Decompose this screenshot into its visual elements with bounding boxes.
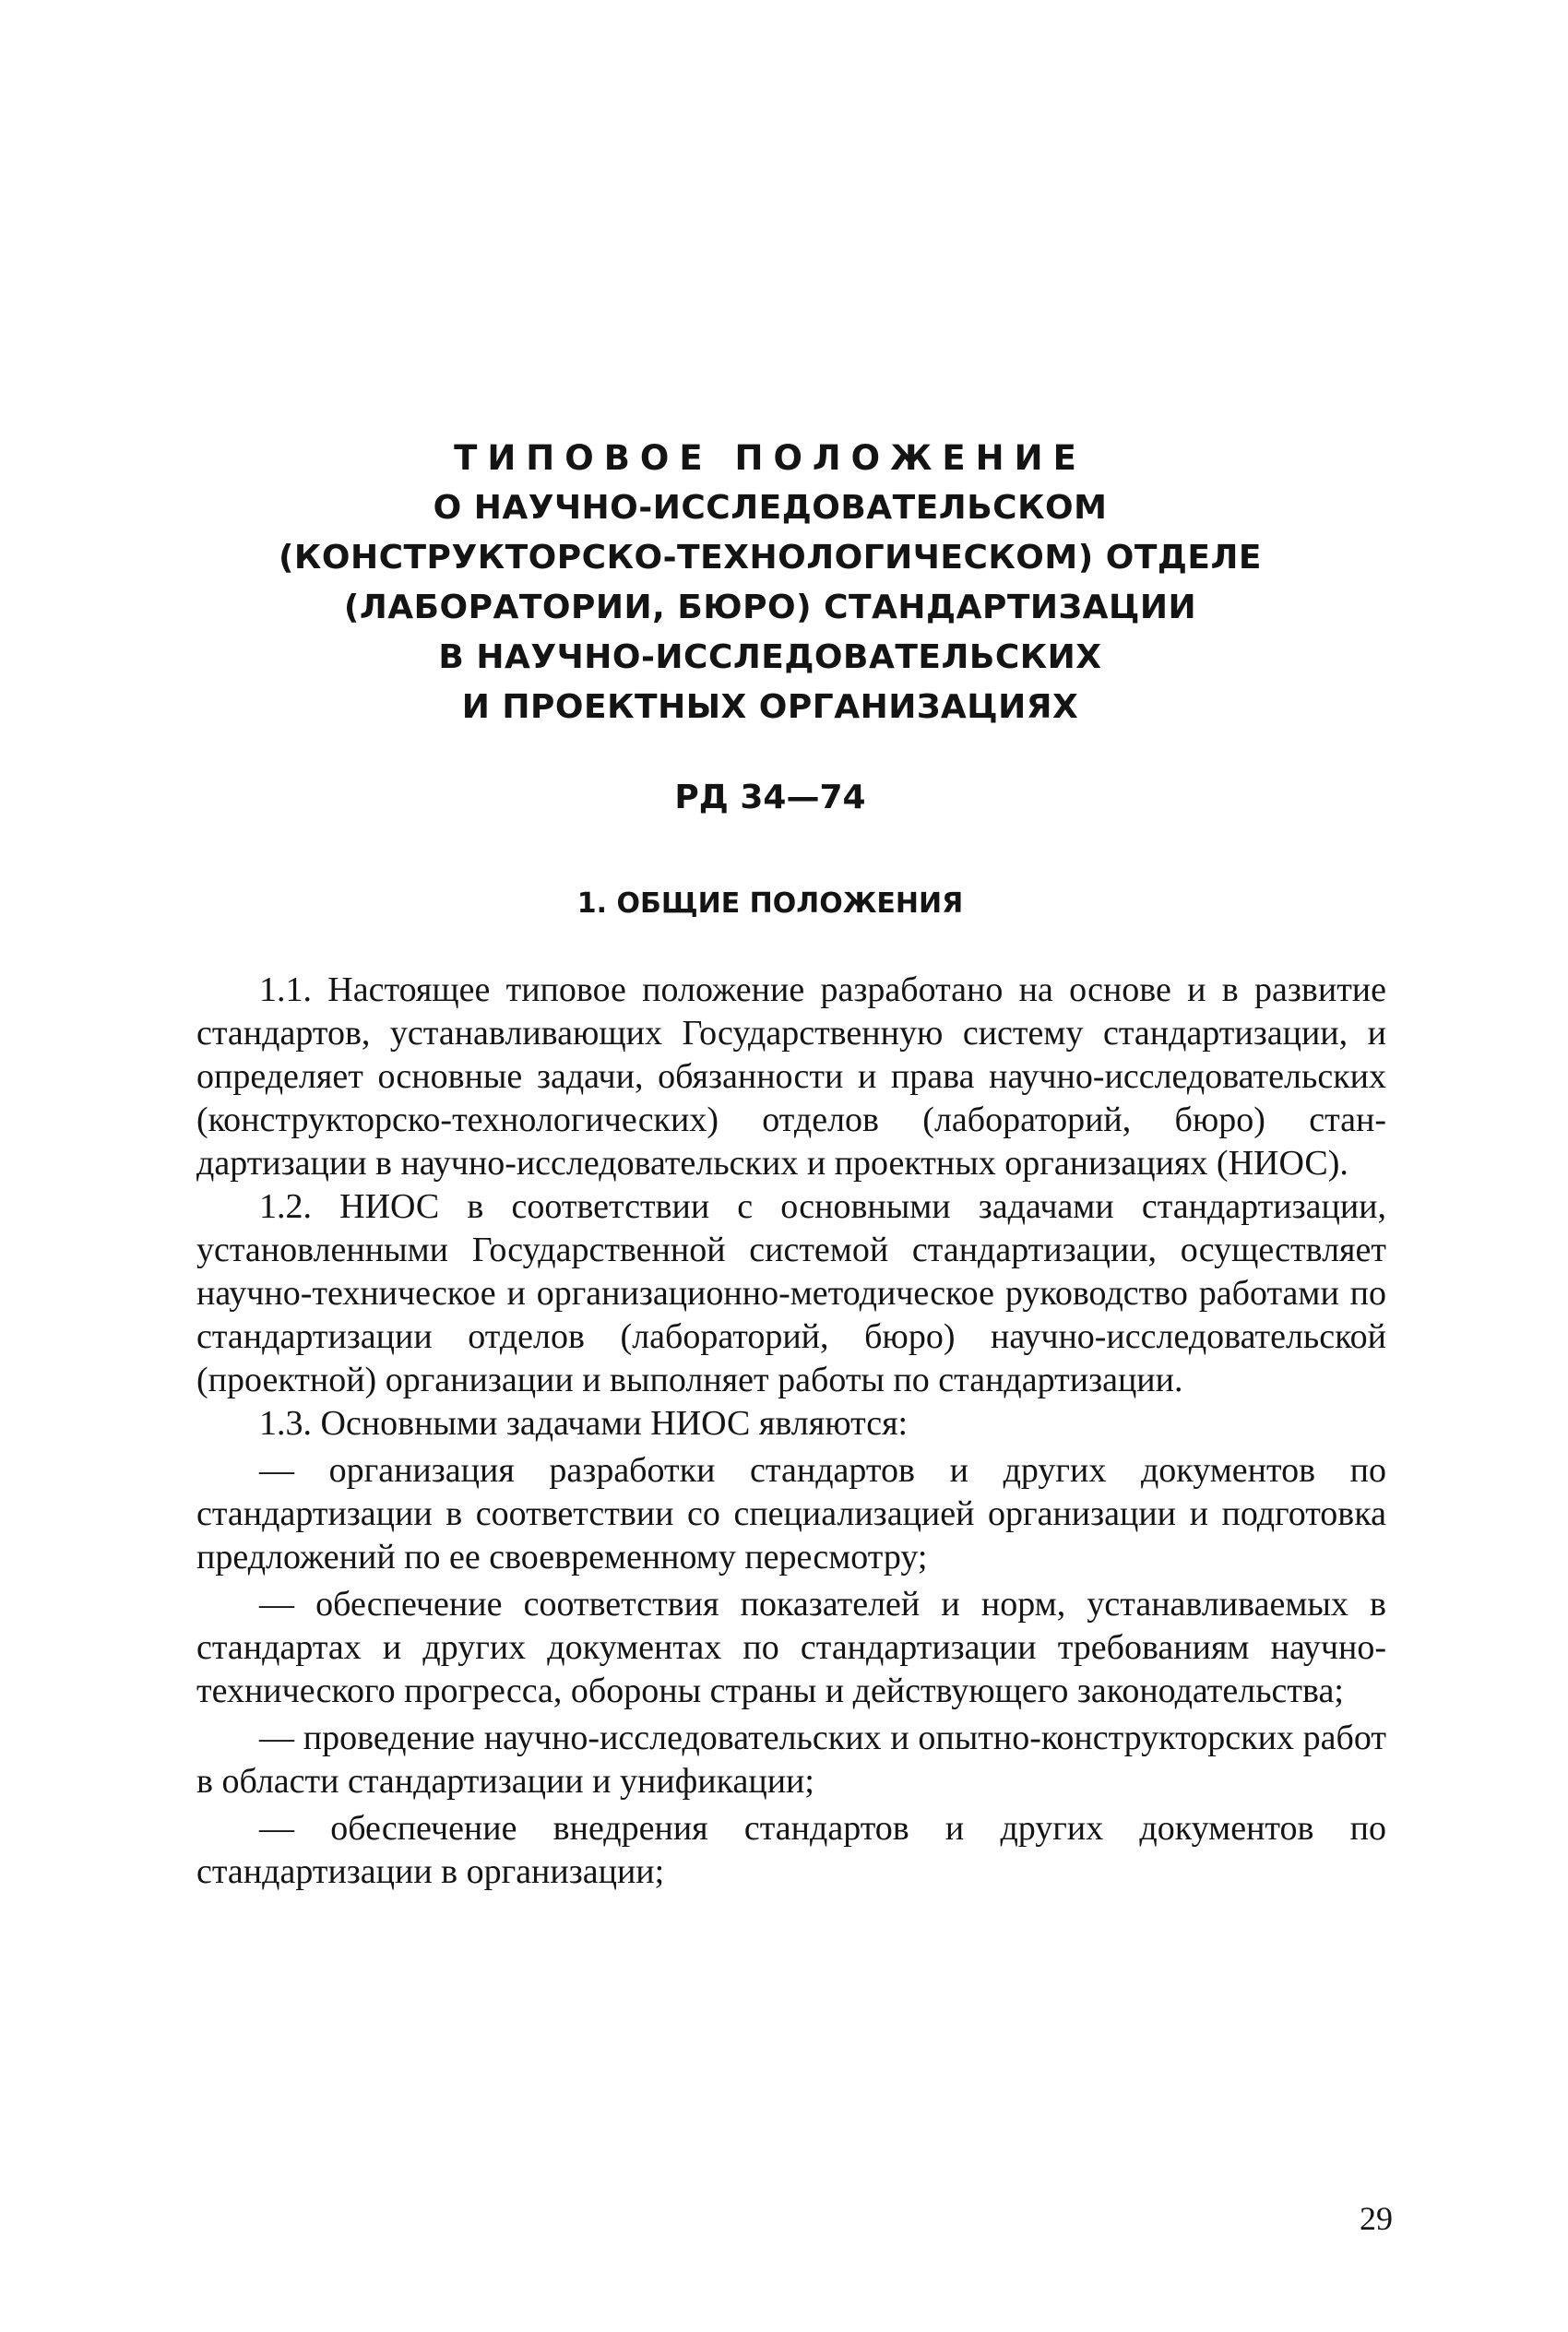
- title-line: (ЛАБОРАТОРИИ, БЮРО) СТАНДАРТИЗАЦИИ: [343, 589, 1197, 626]
- list-item: — организация разработки стандартов и других документов по стандартизации в соответствии со специализацией организации и подготовка предложений по ее своевременному пересмотру;: [196, 1451, 1386, 1576]
- paragraph-1-3: 1.3. Основными задачами НИОС являются:: [259, 1404, 909, 1443]
- title-line: В НАУЧНО-ИССЛЕДОВАТЕЛЬСКИХ: [438, 638, 1102, 676]
- title-line: О НАУЧНО-ИССЛЕДОВАТЕЛЬСКОМ: [433, 489, 1108, 527]
- document-code: РД 34—74: [674, 779, 866, 816]
- page-number: 29: [1360, 2200, 1393, 2237]
- section-body: [196, 969, 1386, 1894]
- title-line: ТИПОВОЕ ПОЛОЖЕНИЕ: [454, 438, 1087, 478]
- title-line: (КОНСТРУКТОРСКО-ТЕХНОЛОГИЧЕСКОМ) ОТДЕЛЕ: [278, 539, 1263, 577]
- list-item: — обеспечение внедрения стандартов и других документов по стандартизации в организации;: [196, 1809, 1386, 1891]
- paragraph-1-1: 1.1. Настоящее типовое положение разработано на основе и в развитие стандартов, устанавливающих Государственную систему стандартизации, и определяет основные задачи, обязанности и права научно-исследовательских (конструкторско-технологических) отделов (лабораторий, бюро) стандартизации в научно-исследовательских и проектных организациях (НИОС).: [196, 970, 1386, 1183]
- document-title: [212, 434, 1328, 732]
- title-line: И ПРОЕКТНЫХ ОРГАНИЗАЦИЯХ: [461, 688, 1079, 726]
- section-heading: 1. ОБЩИЕ ПОЛОЖЕНИЯ: [576, 887, 964, 920]
- list-item: — обеспечение соответствия показателей и норм, устанавливаемых в стандартах и других документах по стандартизации требованиям научно-технического прогресса, обороны страны и действующего законодательства;: [196, 1585, 1386, 1710]
- list-item: — проведение научно-исследовательских и опытно-конструкторских работ в области стандартизации и унификации;: [196, 1719, 1386, 1801]
- paragraph-1-2: 1.2. НИОС в соответствии с основными задачами стандартизации, установленными Государственной системой стандартизации, осуществляет научно-техническое и организационно-методическое руководство работами по стандартизации отделов (лабораторий, бюро) научно-исследовательской (проектной) организации и выполняет работы по стандартизации.: [196, 1187, 1386, 1399]
